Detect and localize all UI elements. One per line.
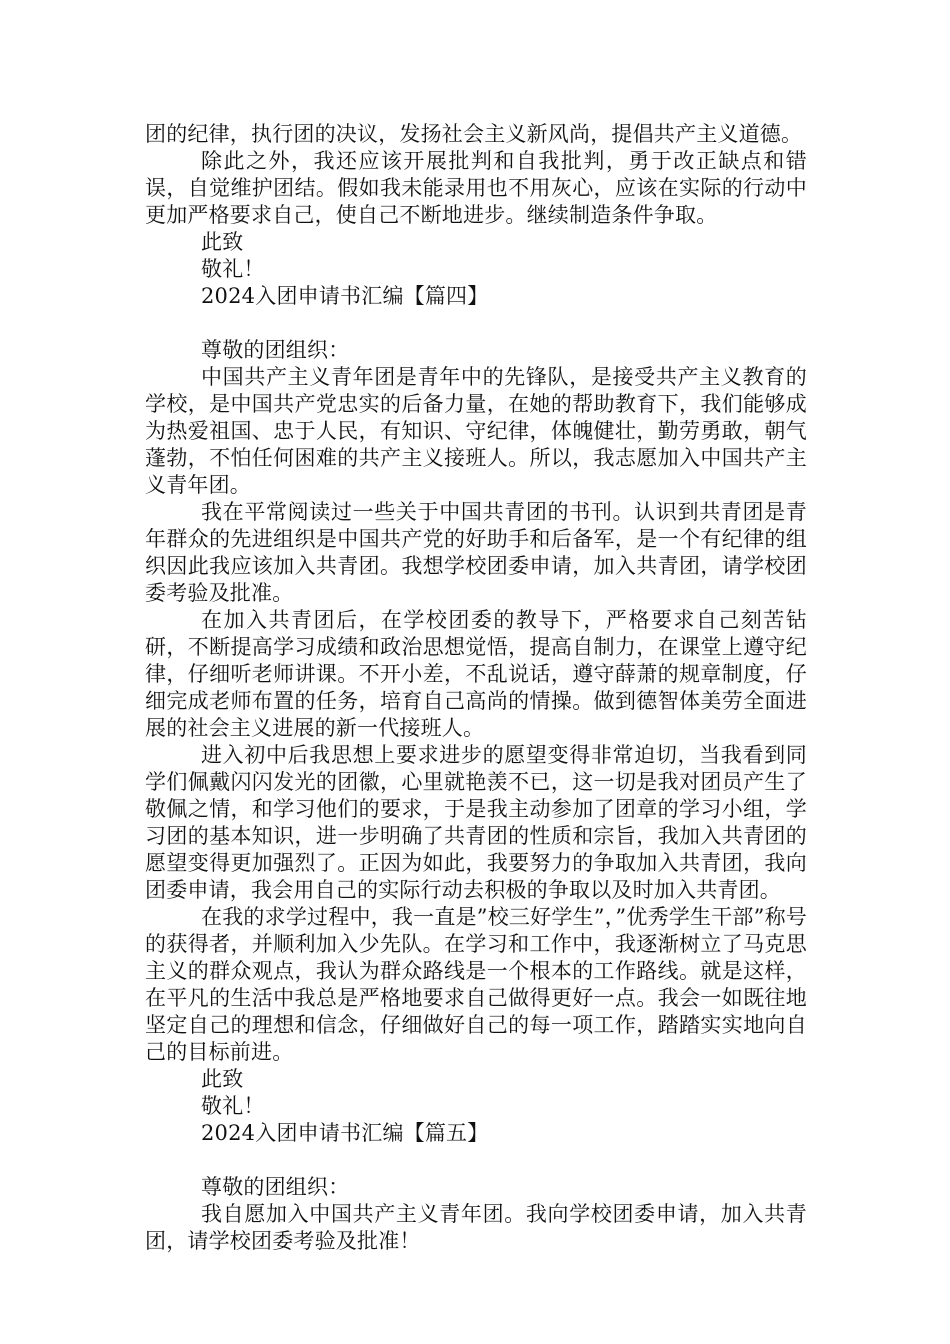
paragraph: 在我的求学过程中，我一直是”校三好学生”，”优秀学生干部”称号的获得者，并顺利加入少先队。在学习和工作中，我逐渐树立了马克思主义的群众观点，我认为群众路线是一个根本的工作路线。就是这样，在平凡的生活中我总是严格地要求自己做得更好一点。我会一如既往地坚定自己的理想和信念，仔细做好自己的每一项工作，踏踏实实地向自己的目标前进。 (145, 905, 807, 1064)
paragraph-besides: 除此之外，我还应该开展批判和自我批判，勇于改正缺点和错误，自觉维护团结。假如我未能录用也不用灰心，应该在实际的行动中更加严格要求自己，使自己不断地进步。继续制造条件争取。 (145, 149, 807, 227)
paragraph: 我在平常阅读过一些关于中国共青团的书刊。认识到共青团是青年群众的先进组织是中国共产党的好助手和后备军，是一个有纪律的组织因此我应该加入共青团。我想学校团委申请，加入共青团，请学校团委考验及批准。 (145, 500, 807, 605)
blank-line (145, 310, 807, 337)
paragraph: 我自愿加入中国共产主义青年团。我向学校团委申请，加入共青团，请学校团委考验及批准！ (145, 1202, 807, 1253)
paragraph: 在加入共青团后，在学校团委的教导下，严格要求自己刻苦钻研，不断提高学习成绩和政治思想觉悟，提高自制力，在课堂上遵守纪律，仔细听老师讲课。不开小差，不乱说话，遵守薛萧的规章制度，仔细完成老师布置的任务，培育自己高尚的情操。做到德智体美劳全面进展的社会主义进展的新一代接班人。 (145, 608, 807, 740)
closing-salute: 敬礼！ (201, 257, 265, 281)
paragraph: 进入初中后我思想上要求进步的愿望变得非常迫切，当我看到同学们佩戴闪闪发光的团徽，心里就艳羡不已，这一切是我对团员产生了敬佩之情，和学习他们的要求，于是我主动参加了团章的学习小组，学习团的基本知识，进一步明确了共青团的性质和宗旨，我加入共青团的愿望变得更加强烈了。正因为如此，我要努力的争取加入共青团，我向团委申请，我会用自己的实际行动去积极的争取以及时加入共青团。 (145, 743, 807, 902)
closing-salute: 敬礼！ (201, 1094, 265, 1118)
document-page (145, 121, 807, 1255)
section-heading-four: 2024入团申请书汇编【篇四】 (201, 284, 489, 308)
closing-regards: 此致 (201, 230, 244, 254)
blank-line (145, 1147, 807, 1174)
paragraph-continued: 团的纪律，执行团的决议，发扬社会主义新风尚，提倡共产主义道德。 (145, 122, 803, 146)
salutation: 尊敬的团组织： (201, 338, 350, 362)
paragraph: 中国共产主义青年团是青年中的先锋队，是接受共产主义教育的学校，是中国共产党忠实的后备力量，在她的帮助教育下，我们能够成为热爱祖国、忠于人民，有知识、守纪律，体魄健壮，勤劳勇敢，朝气蓬勃，不怕任何困难的共产主义接班人。所以，我志愿加入中国共产主义青年团。 (145, 365, 807, 497)
section-heading-five: 2024入团申请书汇编【篇五】 (201, 1121, 489, 1145)
closing-regards: 此致 (201, 1067, 244, 1091)
salutation: 尊敬的团组织： (201, 1175, 350, 1199)
